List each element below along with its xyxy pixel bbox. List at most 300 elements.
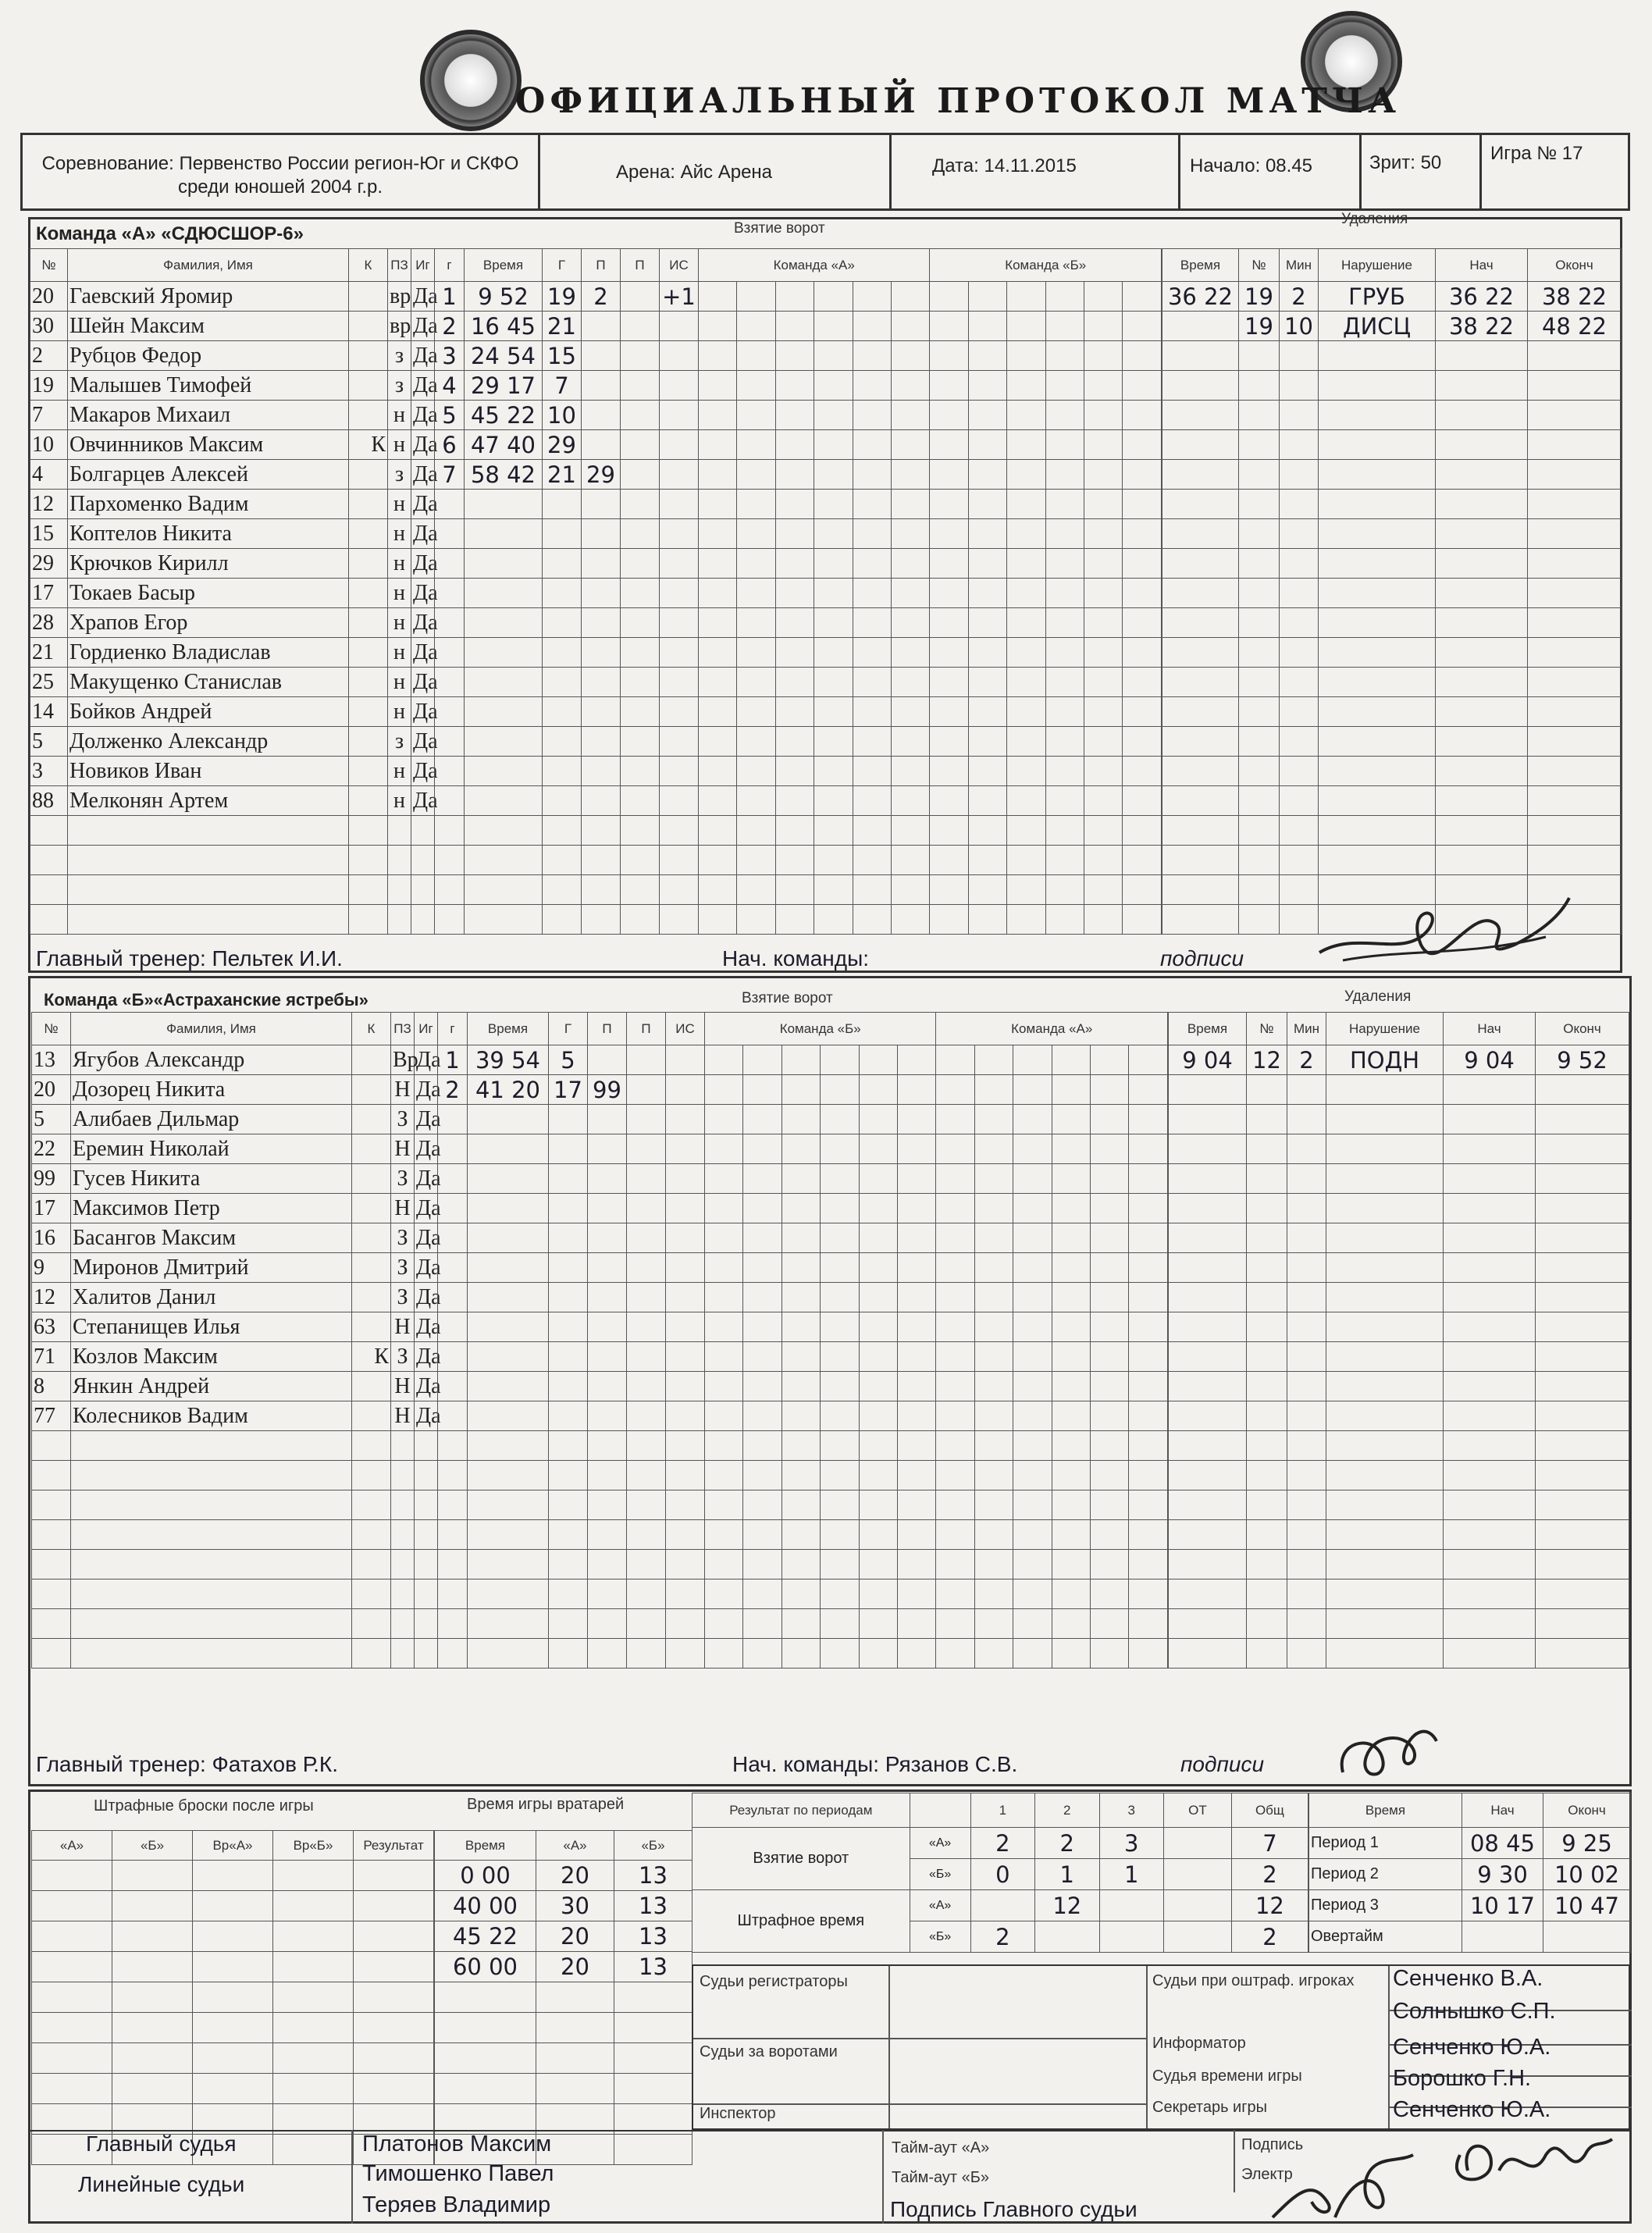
period-time-row [1309, 1921, 1631, 1953]
penalty-player [1239, 579, 1280, 608]
goal-time [468, 1461, 549, 1490]
penalty-time [1169, 1401, 1247, 1431]
player-number [32, 1461, 71, 1490]
grid-cell [930, 341, 968, 371]
grid-cell [699, 490, 737, 519]
penalty-minutes [1280, 638, 1319, 668]
captain-mark [352, 1609, 391, 1639]
period-start-time [1462, 1921, 1543, 1953]
penalty-start [1444, 1579, 1536, 1609]
player-number: 88 [30, 786, 68, 816]
goal-strength [660, 371, 699, 401]
grid-cell [1123, 460, 1162, 490]
line-referee-1-name: Тимошенко Павел [362, 2161, 554, 2186]
captain-mark [349, 905, 388, 935]
empty-row [438, 1579, 705, 1609]
penalty-end [1528, 549, 1622, 579]
grid-cell [1007, 846, 1045, 875]
goal-strength [666, 1075, 705, 1105]
goalie-a [536, 1982, 614, 2013]
electr-label: Электр [1241, 2166, 1293, 2183]
penalty-start [1436, 490, 1528, 519]
player-row [30, 519, 435, 549]
penalty-player [1247, 1194, 1287, 1223]
grid-cell [705, 1461, 743, 1490]
grid-cell [930, 757, 968, 786]
penalty-end [1536, 1223, 1629, 1253]
goal-assist-2 [627, 1164, 666, 1194]
captain-mark [349, 401, 388, 430]
grid-cell [1129, 1372, 1168, 1401]
time-judge-name: Борошко Г.Н. [1393, 2066, 1532, 2091]
penalty-minutes [1287, 1372, 1326, 1401]
goal-assist-2 [627, 1520, 666, 1550]
grid-cell [821, 1520, 859, 1550]
penalty-violation [1319, 757, 1436, 786]
player-name: Степанищев Илья [71, 1312, 352, 1342]
goal-strength [666, 1342, 705, 1372]
grid-cell [930, 490, 968, 519]
grid-cell [1007, 786, 1045, 816]
period-end-time: 10 02 [1543, 1859, 1631, 1890]
grid-cell [968, 608, 1006, 638]
player-position: н [388, 519, 411, 549]
grid-cell [892, 282, 930, 312]
player-played [411, 875, 435, 905]
grid-cell [1084, 579, 1123, 608]
goal-time [465, 608, 543, 638]
goal-time: 16 45 [465, 312, 543, 341]
player-row [30, 727, 435, 757]
goal-assist-2 [627, 1045, 666, 1075]
grid-row [699, 905, 1162, 935]
penalty-start [1444, 1075, 1536, 1105]
period-col-header: 2 [1035, 1793, 1099, 1828]
grid-cell [936, 1609, 974, 1639]
grid-cell [1007, 371, 1045, 401]
captain-mark [352, 1164, 391, 1194]
player-played: Да [411, 727, 435, 757]
period-time-row [1309, 1828, 1631, 1859]
penalty-player [1239, 668, 1280, 697]
player-row [32, 1105, 438, 1134]
grid-cell [968, 905, 1006, 935]
goal-number: 7 [435, 460, 465, 490]
grid-cell [699, 282, 737, 312]
grid-cell [936, 1075, 974, 1105]
player-position: Н [391, 1401, 415, 1431]
player-played: Да [411, 668, 435, 697]
empty-row [32, 1550, 438, 1579]
goal-assist-1 [582, 816, 621, 846]
goal-time-header: Время [468, 1013, 549, 1045]
team-a-coach: Главный тренер: Пельтек И.И. [36, 946, 343, 970]
penalty-violation [1326, 1461, 1444, 1490]
goal-assist-1 [588, 1134, 627, 1164]
grid-cell [1045, 875, 1084, 905]
player-position [391, 1579, 415, 1609]
penalty-player [1247, 1579, 1287, 1609]
penalty-time [1162, 490, 1239, 519]
grid-cell [737, 519, 775, 549]
shootout-cell [273, 1921, 354, 1952]
grid-cell [1123, 490, 1162, 519]
grid-cell [853, 401, 891, 430]
grid-cell [743, 1431, 781, 1461]
goal-scorer [549, 1312, 588, 1342]
penalty-end [1536, 1579, 1629, 1609]
empty-row [1169, 1253, 1629, 1283]
empty-row [1169, 1639, 1629, 1669]
goal-strength [666, 1223, 705, 1253]
player-played [415, 1490, 438, 1520]
shootout-row [32, 2074, 434, 2104]
grid-cell [1084, 727, 1123, 757]
shootout-cell [32, 1921, 112, 1952]
grid-cell [1052, 1342, 1090, 1372]
grid-cell [892, 846, 930, 875]
empty-row [1162, 786, 1622, 816]
goal-assist-1 [582, 312, 621, 341]
assist1-header: П [582, 249, 621, 282]
player-name [71, 1639, 352, 1669]
grid-cell [1007, 905, 1045, 935]
grid-cell [814, 786, 853, 816]
pen-min-header: Мин [1280, 249, 1319, 282]
shootout-cell [193, 1952, 273, 1982]
grid-cell [898, 1520, 936, 1550]
penalty-end [1536, 1164, 1629, 1194]
penalty-violation [1319, 549, 1436, 579]
captain-header: К [349, 249, 388, 282]
grid-cell [781, 1194, 820, 1223]
goal-strength [666, 1134, 705, 1164]
penalty-time [1162, 846, 1239, 875]
grid-cell [936, 1223, 974, 1253]
goal-judges-label: Судьи за воротами [700, 2043, 838, 2060]
goal-number: 1 [438, 1045, 468, 1075]
goal-strength [666, 1164, 705, 1194]
penalty-violation [1326, 1134, 1444, 1164]
grid-cell [699, 312, 737, 341]
grid-cell [898, 1342, 936, 1372]
grid-cell [1045, 905, 1084, 935]
grid-cell [1007, 401, 1045, 430]
grid-cell [1052, 1134, 1090, 1164]
grid-cell [775, 757, 814, 786]
grid-cell [821, 1105, 859, 1134]
grid-cell [775, 608, 814, 638]
grid-cell [936, 1045, 974, 1075]
player-number [32, 1490, 71, 1520]
grid-cell [781, 1253, 820, 1283]
grid-cell [853, 846, 891, 875]
grid-cell [936, 1401, 974, 1431]
pen-time-header: Время [1169, 1013, 1247, 1045]
grid-cell [1123, 727, 1162, 757]
grid-cell [705, 1134, 743, 1164]
penalty-minutes [1287, 1609, 1326, 1639]
penalty-violation [1326, 1431, 1444, 1461]
empty-row [1169, 1194, 1629, 1223]
penalty-minutes [1280, 371, 1319, 401]
shootout-cell [273, 2043, 354, 2074]
grid-cell [737, 608, 775, 638]
goal-time [468, 1550, 549, 1579]
penalty-start [1444, 1283, 1536, 1312]
goalie-row [435, 1952, 692, 1982]
penalty-violation [1326, 1312, 1444, 1342]
periods-title: Результат по периодам [692, 1793, 910, 1828]
grid-cell [1013, 1431, 1052, 1461]
grid-cell [1123, 786, 1162, 816]
grid-cell [781, 1164, 820, 1194]
penalty-minutes [1287, 1431, 1326, 1461]
grid-cell [1084, 668, 1123, 697]
grid-row [699, 816, 1162, 846]
grid-cell [1129, 1164, 1168, 1194]
goal-assist-1 [582, 846, 621, 875]
penalty-minutes [1287, 1105, 1326, 1134]
goal-scorer [549, 1342, 588, 1372]
empty-row [438, 1639, 705, 1669]
grid-cell [1013, 1372, 1052, 1401]
player-row [30, 757, 435, 786]
penalty-start: 36 22 [1436, 282, 1528, 312]
goal-assist-1 [582, 757, 621, 786]
grid-cell [968, 579, 1006, 608]
goal-assist-2 [627, 1312, 666, 1342]
goal-assist-2 [621, 282, 660, 312]
grid-cell [737, 668, 775, 697]
position-header: ПЗ [388, 249, 411, 282]
grid-cell [775, 579, 814, 608]
goal-assist-1 [582, 490, 621, 519]
grid-cell [737, 638, 775, 668]
player-name: Алибаев Дильмар [71, 1105, 352, 1134]
goal-scorer [543, 697, 582, 727]
goal-scorer [549, 1461, 588, 1490]
grid-cell [974, 1134, 1013, 1164]
penalty-start [1436, 460, 1528, 490]
goal-scorer: 5 [549, 1045, 588, 1075]
grid-cell [892, 312, 930, 341]
grid-cell [853, 608, 891, 638]
shootout-cell [112, 1982, 193, 2013]
player-row [30, 786, 435, 816]
player-name [71, 1490, 352, 1520]
shootout-cell [354, 2074, 434, 2104]
penalty-player [1247, 1609, 1287, 1639]
player-position: З [391, 1283, 415, 1312]
penalty-end [1528, 668, 1622, 697]
player-name: Макаров Михаил [68, 401, 349, 430]
shootout-cell [193, 1982, 273, 2013]
grid-cell [1052, 1490, 1090, 1520]
player-number: 3 [30, 757, 68, 786]
grid-cell [853, 312, 891, 341]
grid-cell [892, 638, 930, 668]
penalty-player [1247, 1550, 1287, 1579]
goal-time: 47 40 [465, 430, 543, 460]
grid-cell [699, 549, 737, 579]
player-played: Да [411, 312, 435, 341]
grid-row [705, 1194, 1168, 1223]
grid-row [705, 1105, 1168, 1134]
grid-cell [781, 1461, 820, 1490]
penalty-time [1169, 1490, 1247, 1520]
period-end-time: 9 25 [1543, 1828, 1631, 1859]
empty-row [435, 668, 699, 697]
grid-cell [1129, 1609, 1168, 1639]
grid-cell [1123, 282, 1162, 312]
grid-cell [974, 1164, 1013, 1194]
period-start-time: 08 45 [1462, 1828, 1543, 1859]
captain-mark [349, 638, 388, 668]
grid-cell [898, 1134, 936, 1164]
player-played: Да [415, 1134, 438, 1164]
player-name: Макущенко Станислав [68, 668, 349, 697]
grid-cell [974, 1075, 1013, 1105]
goal-strength [660, 905, 699, 935]
goal-number [435, 579, 465, 608]
grid-cell [821, 1075, 859, 1105]
grid-cell [1052, 1372, 1090, 1401]
goal-number [435, 608, 465, 638]
goalie-change-time: 40 00 [435, 1891, 536, 1921]
grid-cell [936, 1312, 974, 1342]
empty-row [1162, 460, 1622, 490]
goal-time [468, 1194, 549, 1223]
player-played: Да [411, 519, 435, 549]
grid-cell [814, 490, 853, 519]
penalty-time [1169, 1520, 1247, 1550]
player-name: Рубцов Федор [68, 341, 349, 371]
shootout-cell [273, 2135, 354, 2165]
grid-cell [705, 1609, 743, 1639]
grid-cell [974, 1461, 1013, 1490]
goal-scorer [543, 846, 582, 875]
grid-cell [705, 1431, 743, 1461]
goal-row [435, 312, 699, 341]
penalty-minutes [1287, 1401, 1326, 1431]
chief-referee-label: Главный судья [86, 2132, 237, 2156]
grid-row [699, 608, 1162, 638]
shootout-cell [354, 2043, 434, 2074]
grid-cell [1091, 1550, 1129, 1579]
penalties-header-row [1169, 1013, 1629, 1045]
grid-cell [1091, 1431, 1129, 1461]
player-row [32, 1194, 438, 1223]
empty-row [435, 638, 699, 668]
grid-cell [974, 1372, 1013, 1401]
goalie-change-time [435, 2013, 536, 2043]
goal-strength [666, 1609, 705, 1639]
grid-cell [821, 1579, 859, 1609]
penalty-time [1169, 1223, 1247, 1253]
empty-row [1169, 1461, 1629, 1490]
grid-row [705, 1253, 1168, 1283]
captain-mark [352, 1372, 391, 1401]
penalty-player [1239, 727, 1280, 757]
grid-cell [743, 1223, 781, 1253]
grid-cell [1052, 1283, 1090, 1312]
grid-cell [936, 1490, 974, 1520]
goal-number [435, 786, 465, 816]
grid-cell [699, 519, 737, 549]
goal-strength [660, 460, 699, 490]
team-a-goal-grid [698, 248, 1162, 935]
strength-header: ИС [660, 249, 699, 282]
grid-cell [1091, 1164, 1129, 1194]
team-b-goals-title: Взятие ворот [742, 990, 833, 1006]
penalty-time [1162, 460, 1239, 490]
player-played: Да [411, 341, 435, 371]
goal-time: 24 54 [465, 341, 543, 371]
grid-cell [781, 1223, 820, 1253]
grid-header-row [699, 249, 1162, 282]
penalty-end [1528, 519, 1622, 549]
grid-cell [1013, 1105, 1052, 1134]
grid-cell [853, 757, 891, 786]
penalty-player [1239, 905, 1280, 935]
electr-column-divider [1234, 2130, 1235, 2192]
shootout-cell [354, 1861, 434, 1891]
grid-cell [699, 608, 737, 638]
penalty-violation [1326, 1609, 1444, 1639]
penalty-minutes [1287, 1520, 1326, 1550]
empty-row [1169, 1223, 1629, 1253]
goal-assist-2 [627, 1609, 666, 1639]
empty-row [438, 1283, 705, 1312]
penalty-player [1247, 1253, 1287, 1283]
goal-assist-2 [621, 727, 660, 757]
grid-row [699, 697, 1162, 727]
grid-cell [1129, 1283, 1168, 1312]
penalty-minutes [1287, 1342, 1326, 1372]
goal-row [438, 1075, 705, 1105]
captain-mark [349, 460, 388, 490]
grid-cell [936, 1283, 974, 1312]
player-position: н [388, 430, 411, 460]
player-name: Овчинников Максим [68, 430, 349, 460]
inspector-label: Инспектор [700, 2105, 776, 2122]
grid-cell [859, 1372, 897, 1401]
grid-cell [781, 1045, 820, 1075]
penalty-end [1528, 430, 1622, 460]
grid-cell [821, 1134, 859, 1164]
grid-cell [705, 1045, 743, 1075]
goal-assist-1 [582, 608, 621, 638]
penalty-player [1239, 875, 1280, 905]
grid-row [699, 371, 1162, 401]
goal-scorer [549, 1372, 588, 1401]
goalie-a [536, 2074, 614, 2104]
player-name: Гордиенко Владислав [68, 638, 349, 668]
grid-cell [775, 341, 814, 371]
goal-assist-1 [582, 638, 621, 668]
grid-cell [1007, 697, 1045, 727]
goalie-b [614, 2013, 692, 2043]
grid-cell [781, 1105, 820, 1134]
times-header-row [1309, 1793, 1631, 1828]
period-value: 1 [1099, 1859, 1163, 1890]
penalty-end [1536, 1134, 1629, 1164]
grid-cell [930, 786, 968, 816]
grid-row [705, 1312, 1168, 1342]
empty-row [1162, 401, 1622, 430]
captain-mark [352, 1550, 391, 1579]
